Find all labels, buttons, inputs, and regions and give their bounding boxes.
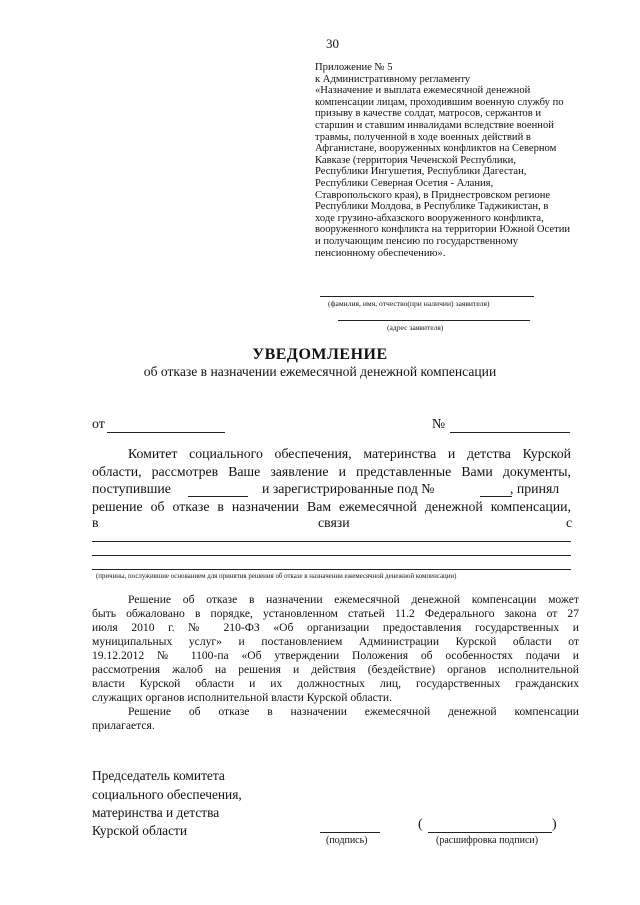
signatory-line: Председатель комитета <box>92 768 225 783</box>
reason-line-2[interactable] <box>92 555 571 556</box>
annex-line: Республики Северная Осетия - Алания, <box>315 177 494 189</box>
body-line-connection: связи <box>318 515 350 530</box>
body-line-accepted: , принял <box>510 481 560 496</box>
decode-close-paren: ) <box>552 817 557 832</box>
decode-caption: (расшифровка подписи) <box>436 835 539 846</box>
appeal-line: рассмотрения жалоб на решения и действия (бездействие) органов исполнительной <box>92 663 579 676</box>
body-line: области, рассмотрев Ваше заявление и представленные Вами документы, <box>92 464 571 479</box>
body-line-registered: и зарегистрированные под № <box>262 481 435 496</box>
reason-line-1[interactable] <box>92 541 571 542</box>
annex-line: «Назначение и выплата ежемесячной денежной <box>315 85 531 97</box>
annex-line: пенсионному обеспечению». <box>315 247 446 259</box>
attachment-line: Решение об отказе в назначении ежемесячной денежной компенсации <box>128 705 579 718</box>
number-label: № <box>432 416 446 431</box>
annex-line: Афганистане, вооруженных конфликтов на Северном <box>315 143 557 155</box>
appeal-line: власти Курской области и их должностных лиц, государственных гражданских <box>92 677 579 690</box>
appeal-line: муниципальных услуг» и постановлением Администрации Курской области от <box>92 635 579 648</box>
body-line-received: поступившие <box>92 481 171 496</box>
applicant-name-line[interactable] <box>320 296 534 297</box>
annex-line: вооруженного конфликта на территории Южной Осетии <box>315 224 571 236</box>
annex-line: Республики Ингушетия, Республики Дагестан, <box>315 166 527 178</box>
annex-line: Республики Молдова, в Республике Таджикистан, в <box>315 201 549 213</box>
annex-line: компенсации лицам, проходившим военную службу по <box>315 96 564 108</box>
reason-line-3[interactable] <box>92 569 571 570</box>
reasons-caption: (причины, послужившие основанием для принятия решения об отказе в назначении ежемесячной денежной компенсации) <box>96 573 457 580</box>
signature-decode-field[interactable] <box>428 832 552 833</box>
annex-line: старшин и ставшим инвалидами вследствие военной <box>315 119 554 131</box>
signature-field[interactable] <box>320 832 380 833</box>
appeal-line: быть обжаловано в порядке, установленном статьей 11.2 Федерального закона от 27 <box>92 607 579 620</box>
annex-line: к Административному регламенту <box>315 73 471 85</box>
annex-line: и получающим пенсию по государственному <box>315 235 519 247</box>
decode-open-paren: ( <box>418 817 423 832</box>
notice-subtitle: об отказе в назначении ежемесячной денежной компенсации <box>143 364 497 379</box>
appeal-line: июля 2010 г. № 210-ФЗ «Об организации предоставления государственных и <box>92 621 579 634</box>
date-field[interactable] <box>107 432 225 433</box>
signatory-line: Курской области <box>92 823 188 838</box>
notice-title: УВЕДОМЛЕНИЕ <box>252 346 388 363</box>
annex-block <box>315 62 605 259</box>
body-line: решение об отказе в назначении Вам ежемесячной денежной компенсации, <box>92 499 571 514</box>
appeal-line: 19.12.2012 № 1100-па «Об утверждении Положения об особенностях подачи и <box>92 649 579 662</box>
signatory-line: материнства и детства <box>92 805 220 820</box>
registration-number-field[interactable] <box>480 496 512 497</box>
attachment-line: прилагается. <box>92 719 155 732</box>
body-line: Комитет социального обеспечения, материнства и детства Курской <box>128 446 571 461</box>
signatory-line: социального обеспечения, <box>92 787 242 802</box>
page-number: 30 <box>326 36 339 51</box>
applicant-address-caption: (адрес заявителя) <box>387 323 444 332</box>
number-field[interactable] <box>450 432 570 433</box>
body-line-with: с <box>566 515 573 530</box>
appeal-line: служащих органов исполнительной власти Курской области. <box>92 691 392 704</box>
signature-caption: (подпись) <box>326 835 368 846</box>
applicant-address-line[interactable] <box>338 320 530 321</box>
annex-line: Кавказе (территория Чеченской Республики, <box>315 154 516 166</box>
annex-line: травмы, полученной в ходе военных действий в <box>315 131 531 143</box>
appeal-line: Решение об отказе в назначении ежемесячной денежной компенсации может <box>128 593 579 606</box>
applicant-name-caption: (фамилия, имя, отчество(при наличии) заявителя) <box>328 299 490 308</box>
annex-line: призыву в качестве солдат, матросов, сержантов и <box>315 108 542 120</box>
annex-line: Ставропольского края), в Приднестровском регионе <box>315 189 551 201</box>
from-label: от <box>92 416 105 431</box>
annex-line: Приложение № 5 <box>315 62 393 73</box>
annex-line: ходе грузино-абхазского вооруженного конфликта, <box>315 212 544 224</box>
body-line-in: в <box>92 515 99 530</box>
received-date-field[interactable] <box>188 496 248 497</box>
